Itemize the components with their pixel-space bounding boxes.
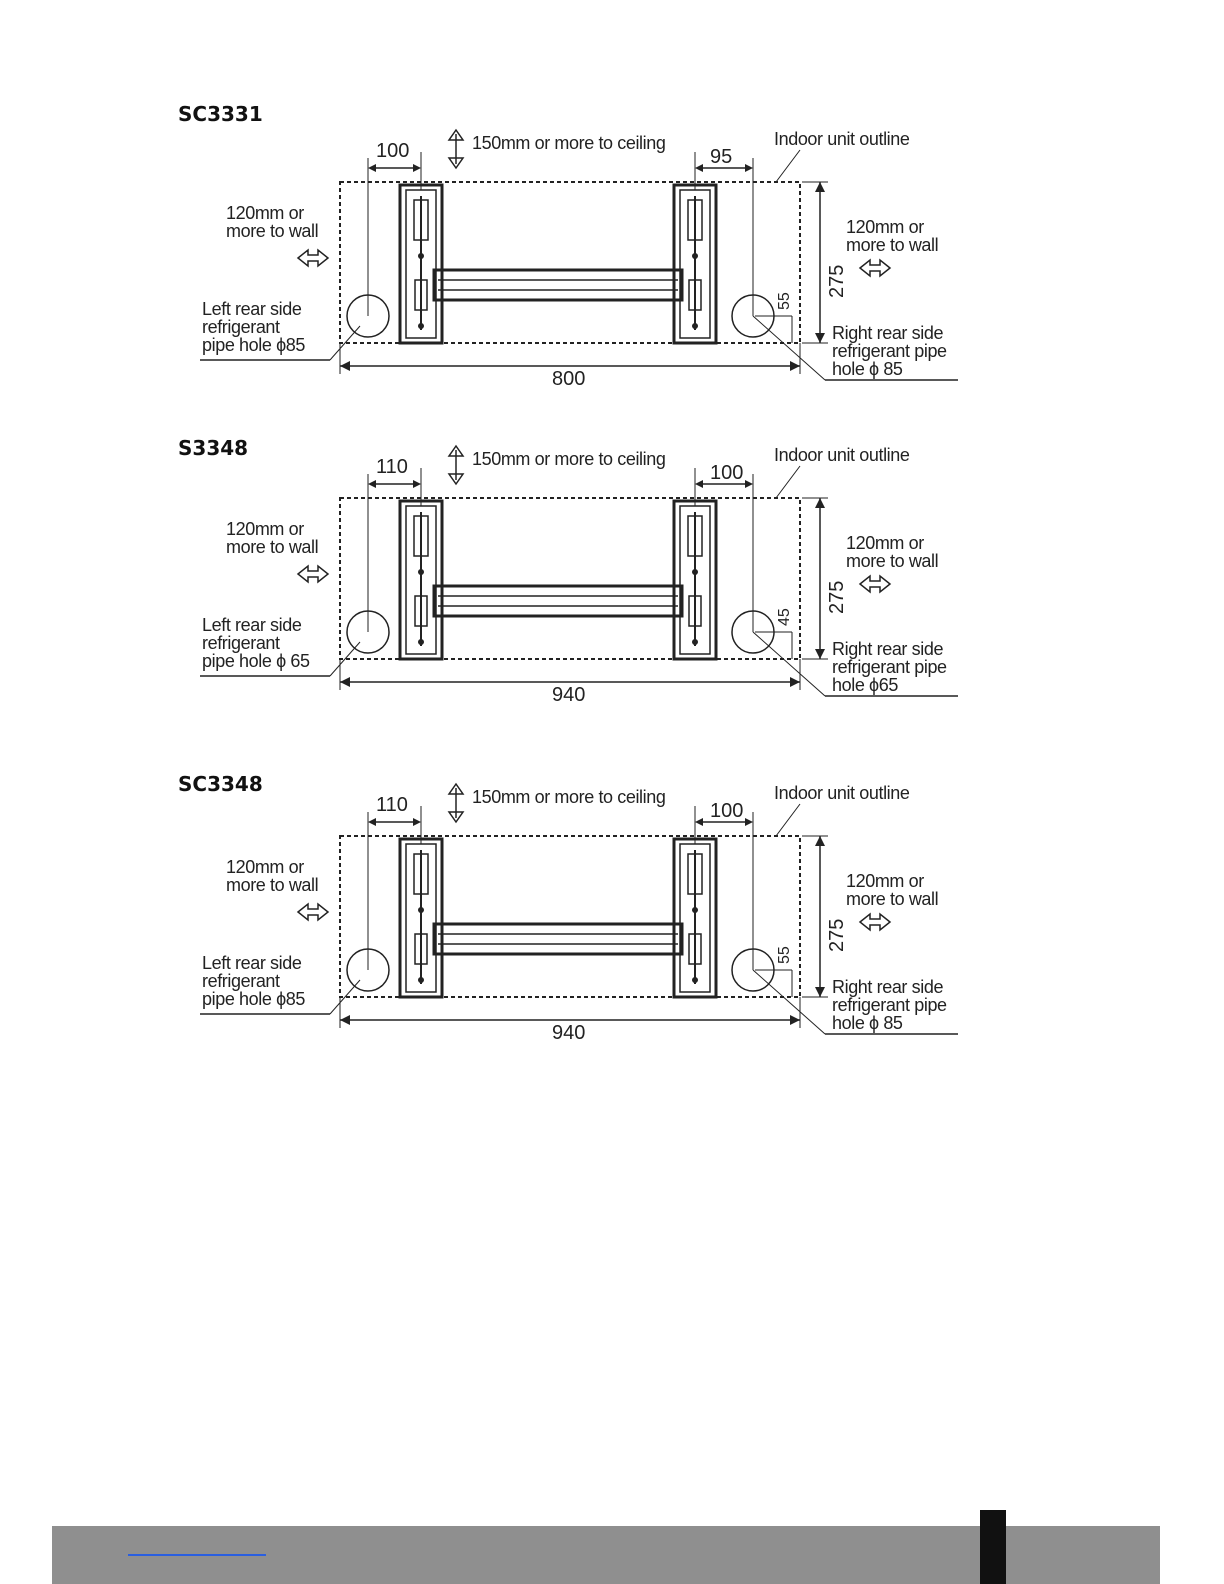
height-dimension: 275: [826, 580, 848, 614]
unit-outline-label: Indoor unit outline: [774, 129, 910, 149]
unit-outline-label: Indoor unit outline: [774, 445, 910, 465]
right-offset-dimension: 100: [710, 800, 744, 822]
unit-outline-label: Indoor unit outline: [774, 783, 910, 803]
hole-height-dimension: 55: [776, 946, 793, 964]
left-offset-dimension: 110: [376, 794, 408, 816]
left-offset-dimension: 110: [376, 456, 408, 478]
hole-height-dimension: 45: [776, 608, 793, 626]
right-pipe-hole-label: Right rear side refrigerant pipe hole ϕ 85: [832, 323, 947, 379]
unit-outline: [340, 498, 800, 659]
width-dimension: 800: [552, 368, 586, 390]
unit-outline: [340, 836, 800, 997]
left-pipe-hole-label: Left rear side refrigerant pipe hole ϕ85: [202, 299, 305, 355]
left-pipe-hole-label: Left rear side refrigerant pipe hole ϕ 65: [202, 615, 310, 671]
height-dimension: 275: [826, 264, 848, 298]
unit-outline: [340, 182, 800, 343]
model-title-sc3331: SC3331: [178, 102, 263, 126]
installation-diagram-s3348: [180, 446, 980, 746]
width-dimension: 940: [552, 1022, 586, 1044]
model-title-s3348: S3348: [178, 436, 249, 460]
right-wall-clearance-label: 120mm or more to wall: [846, 217, 939, 255]
left-offset-dimension: 100: [376, 140, 410, 162]
ceiling-clearance-label: 150mm or more to ceiling: [472, 449, 666, 469]
model-title-sc3348: SC3348: [178, 772, 263, 796]
right-pipe-hole-label: Right rear side refrigerant pipe hole ϕ 85: [832, 977, 947, 1033]
left-wall-clearance-label: 120mm or more to wall: [226, 519, 319, 557]
left-wall-clearance-label: 120mm or more to wall: [226, 203, 319, 241]
hole-height-dimension: 55: [776, 292, 793, 310]
installation-diagram-sc3348: [180, 784, 980, 1084]
ceiling-clearance-label: 150mm or more to ceiling: [472, 133, 666, 153]
right-offset-dimension: 95: [710, 146, 733, 168]
left-pipe-hole-label: Left rear side refrigerant pipe hole ϕ85: [202, 953, 305, 1009]
footer-link[interactable]: [128, 1554, 266, 1556]
height-dimension: 275: [826, 918, 848, 952]
right-pipe-hole-label: Right rear side refrigerant pipe hole ϕ65: [832, 639, 947, 695]
right-wall-clearance-label: 120mm or more to wall: [846, 871, 939, 909]
width-dimension: 940: [552, 684, 586, 706]
installation-diagram-sc3331: [180, 130, 980, 430]
right-offset-dimension: 100: [710, 462, 744, 484]
page-footer: [52, 1526, 1160, 1584]
page-tab-marker: [980, 1510, 1006, 1584]
ceiling-clearance-label: 150mm or more to ceiling: [472, 787, 666, 807]
right-wall-clearance-label: 120mm or more to wall: [846, 533, 939, 571]
left-wall-clearance-label: 120mm or more to wall: [226, 857, 319, 895]
